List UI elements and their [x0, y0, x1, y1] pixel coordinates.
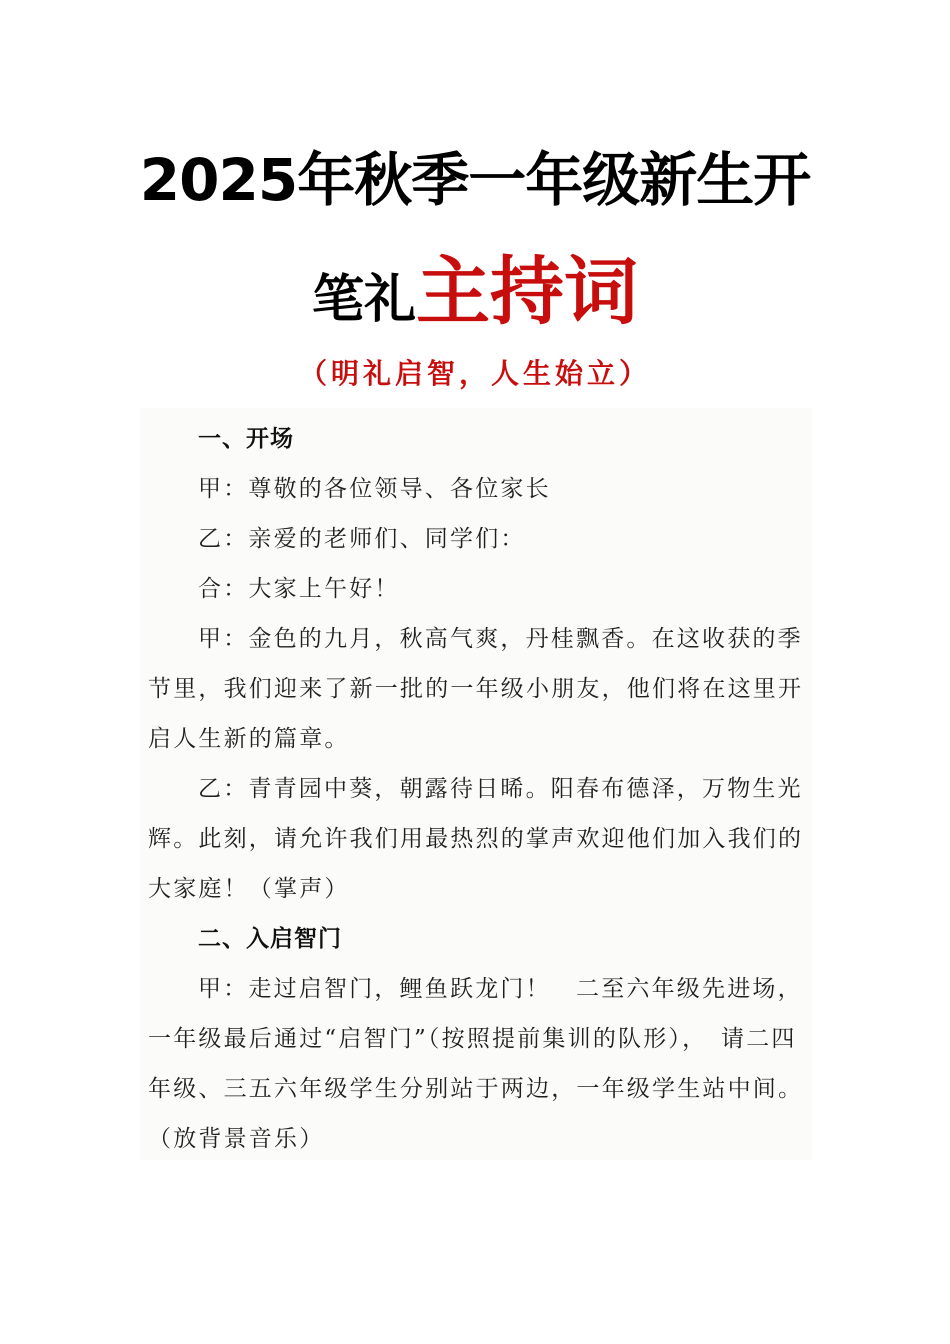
- document-body: [140, 408, 812, 1160]
- title-red-highlight: 主持词: [416, 249, 638, 335]
- title-black-part: 笔礼: [311, 270, 416, 330]
- paragraph-greeting-together: 合：大家上午好！: [198, 576, 400, 602]
- paragraph-gate-entrance: 甲：走过启智门，鲤鱼跃龙门！ 二至六年级先进场，一年级最后通过“启智门”（按照提前集训的队形）， 请二四年级、三五六年级学生分别站于两边，一年级学生站中间。（放背景音乐）: [148, 976, 804, 1152]
- document-subtitle: （明礼启智，人生始立）: [298, 357, 651, 390]
- document-title-line-1: 2025年秋季一年级新生开: [139, 146, 811, 214]
- document-title-line-2: [0, 249, 950, 352]
- section-heading-gate: 二、入启智门: [198, 926, 342, 952]
- paragraph-greeting-b: 乙：亲爱的老师们、同学们：: [198, 526, 526, 552]
- section-heading-opening: 一、开场: [198, 426, 294, 452]
- paragraph-greeting-a: 甲：尊敬的各位领导、各位家长: [198, 476, 551, 502]
- paragraph-poem-welcome: 乙：青青园中葵，朝露待日晞。阳春布德泽，万物生光辉。此刻，请允许我们用最热烈的掌声欢迎他们加入我们的大家庭！（掌声）: [148, 776, 804, 902]
- paragraph-autumn-welcome: 甲：金色的九月，秋高气爽，丹桂飘香。在这收获的季节里，我们迎来了新一批的一年级小朋友，他们将在这里开启人生新的篇章。: [148, 626, 804, 752]
